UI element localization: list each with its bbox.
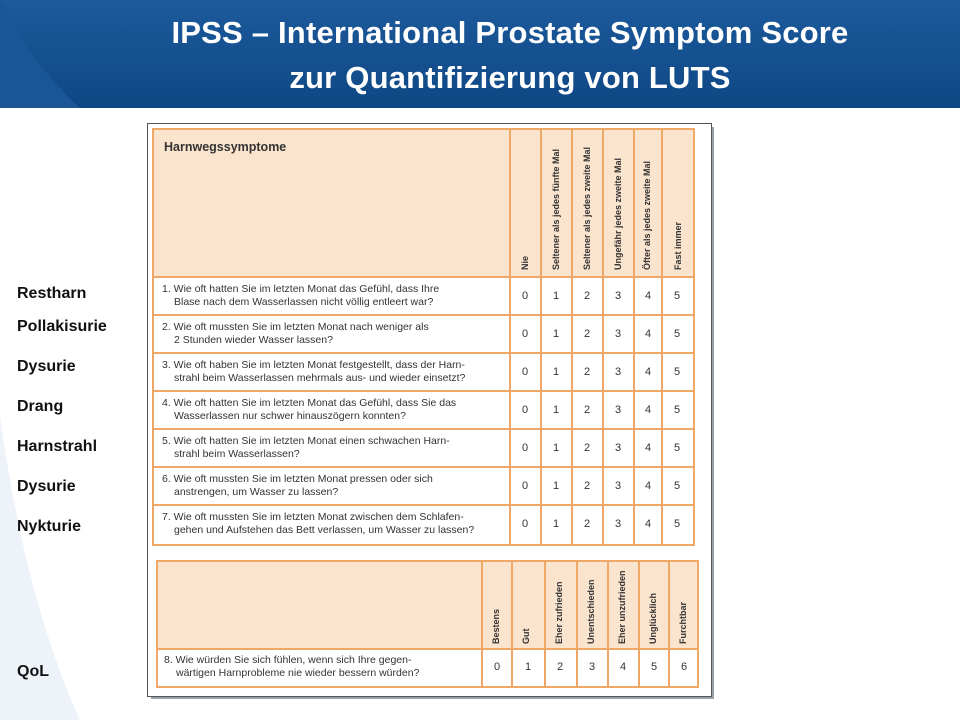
score-cell[interactable]: 3 [588, 661, 596, 673]
score-cell[interactable]: 0 [493, 661, 501, 673]
row-divider [154, 352, 693, 354]
score-cell[interactable]: 5 [650, 661, 658, 673]
score-cell[interactable]: 2 [583, 404, 591, 416]
score-cell[interactable]: 2 [583, 328, 591, 340]
score-cell[interactable]: 4 [644, 328, 652, 340]
qol-col-ungluecklich: Unglücklich [648, 592, 658, 644]
label-harnstrahl: Harnstrahl [17, 438, 98, 455]
score-cell[interactable]: 3 [614, 290, 622, 302]
score-cell[interactable]: 1 [552, 366, 560, 378]
qol-col-bestens: Bestens [491, 608, 501, 644]
score-cell[interactable]: 4 [644, 480, 652, 492]
row-divider [154, 428, 693, 430]
col-header-nie: Nie [520, 255, 530, 270]
score-cell[interactable]: 0 [521, 404, 529, 416]
label-drang: Drang [17, 398, 64, 415]
score-cell[interactable]: 1 [552, 404, 560, 416]
question-5-line-2: strahl beim Wasserlassen? [174, 448, 300, 460]
col-header-seltener-zweite: Seltener als jedes zweite Mal [582, 146, 592, 270]
row-divider [154, 466, 693, 468]
score-cell[interactable]: 0 [521, 442, 529, 454]
score-cell[interactable]: 2 [583, 480, 591, 492]
question-3-line-2: strahl beim Wasserlassen mehrmals aus- und wieder einsetzt? [174, 372, 466, 384]
score-cell[interactable]: 3 [614, 328, 622, 340]
score-cell[interactable]: 2 [583, 518, 591, 530]
row-divider [154, 390, 693, 392]
score-cell[interactable]: 4 [644, 442, 652, 454]
row-divider [154, 276, 693, 278]
question-1-line-1: 1. Wie oft hatten Sie im letzten Monat das Gefühl, dass Ihre [162, 283, 440, 295]
col-header-seltener-fuenfte: Seltener als jedes fünfte Mal [551, 148, 561, 270]
score-cell[interactable]: 5 [673, 480, 681, 492]
score-cell[interactable]: 5 [673, 404, 681, 416]
qol-col-furchtbar: Furchtbar [678, 601, 688, 644]
qol-col-unentschieden: Unentschieden [586, 579, 596, 644]
col-header-ungefaehr-zweite: Ungefähr jedes zweite Mal [613, 157, 623, 270]
score-cell[interactable]: 1 [552, 328, 560, 340]
qol-col-eher-unzufrieden: Eher unzufrieden [617, 570, 627, 644]
qol-table [156, 560, 699, 688]
score-cell[interactable]: 3 [614, 366, 622, 378]
score-cell[interactable]: 4 [644, 290, 652, 302]
score-cell[interactable]: 3 [614, 518, 622, 530]
question-1-line-2: Blase nach dem Wasserlassen nicht völlig entleert war? [174, 296, 434, 308]
score-cell[interactable]: 5 [673, 290, 681, 302]
score-cell[interactable]: 2 [583, 366, 591, 378]
label-dysurie-2: Dysurie [17, 478, 76, 495]
title-line-1: IPSS – International Prostate Symptom Score [171, 15, 849, 50]
question-6-line-2: anstrengen, um Wasser zu lassen? [174, 486, 339, 498]
score-cell[interactable]: 0 [521, 290, 529, 302]
col-header-fast-immer: Fast immer [673, 221, 683, 270]
question-8-line-2: wärtigen Harnprobleme nie wieder bessern würden? [176, 667, 420, 679]
label-restharn: Restharn [17, 285, 87, 302]
title-line-2: zur Quantifizierung von LUTS [289, 60, 731, 95]
question-7-line-1: 7. Wie oft mussten Sie im letzten Monat zwischen dem Schlafen- [162, 511, 464, 523]
score-cell[interactable]: 1 [552, 480, 560, 492]
label-nykturie: Nykturie [17, 518, 82, 535]
score-cell[interactable]: 4 [644, 366, 652, 378]
question-7-line-2: gehen und Aufstehen das Bett verlassen, um Wasser zu lassen? [174, 524, 475, 536]
ipss-form [147, 123, 712, 697]
label-pollakisurie: Pollakisurie [17, 318, 107, 335]
score-cell[interactable]: 3 [614, 404, 622, 416]
score-cell[interactable]: 4 [644, 404, 652, 416]
score-cell[interactable]: 3 [614, 480, 622, 492]
score-cell[interactable]: 0 [521, 480, 529, 492]
score-cell[interactable]: 0 [521, 328, 529, 340]
score-cell[interactable]: 2 [583, 290, 591, 302]
symptom-table [152, 128, 695, 546]
table-heading: Harnwegssymptome [164, 140, 287, 154]
question-4-line-1: 4. Wie oft hatten Sie im letzten Monat das Gefühl, dass Sie das [162, 397, 457, 409]
score-cell[interactable]: 2 [583, 442, 591, 454]
qol-col-eher-zufrieden: Eher zufrieden [554, 581, 564, 644]
score-cell[interactable]: 5 [673, 328, 681, 340]
score-cell[interactable]: 1 [552, 442, 560, 454]
label-qol: QoL [17, 663, 49, 680]
qol-col-gut: Gut [521, 628, 531, 644]
score-cell[interactable]: 5 [673, 442, 681, 454]
col-header-oefter-zweite: Öfter als jedes zweite Mal [642, 160, 652, 270]
score-cell[interactable]: 4 [619, 661, 627, 673]
score-cell[interactable]: 6 [680, 661, 688, 673]
question-2-line-1: 2. Wie oft mussten Sie im letzten Monat nach weniger als [162, 321, 429, 333]
question-8-line-1: 8. Wie würden Sie sich fühlen, wenn sich Ihre gegen- [164, 654, 412, 666]
score-cell[interactable]: 4 [644, 518, 652, 530]
label-dysurie: Dysurie [17, 358, 76, 375]
row-divider [154, 314, 693, 316]
score-cell[interactable]: 0 [521, 518, 529, 530]
question-6-line-1: 6. Wie oft mussten Sie im letzten Monat pressen oder sich [162, 473, 433, 485]
question-5-line-1: 5. Wie oft hatten Sie im letzten Monat einen schwachen Harn- [162, 435, 450, 447]
score-cell[interactable]: 1 [552, 518, 560, 530]
slide-title [60, 10, 960, 100]
score-cell[interactable]: 5 [673, 366, 681, 378]
score-cell[interactable]: 1 [552, 290, 560, 302]
question-2-line-2: 2 Stunden wieder Wasser lassen? [174, 334, 333, 346]
score-cell[interactable]: 5 [673, 518, 681, 530]
score-cell[interactable]: 3 [614, 442, 622, 454]
row-divider [154, 504, 693, 506]
score-cell[interactable]: 2 [556, 661, 564, 673]
question-4-line-2: Wasserlassen nur schwer hinauszögern konnten? [174, 410, 406, 422]
score-cell[interactable]: 1 [524, 661, 532, 673]
question-3-line-1: 3. Wie oft haben Sie im letzten Monat festgestellt, dass der Harn- [162, 359, 465, 371]
score-cell[interactable]: 0 [521, 366, 529, 378]
